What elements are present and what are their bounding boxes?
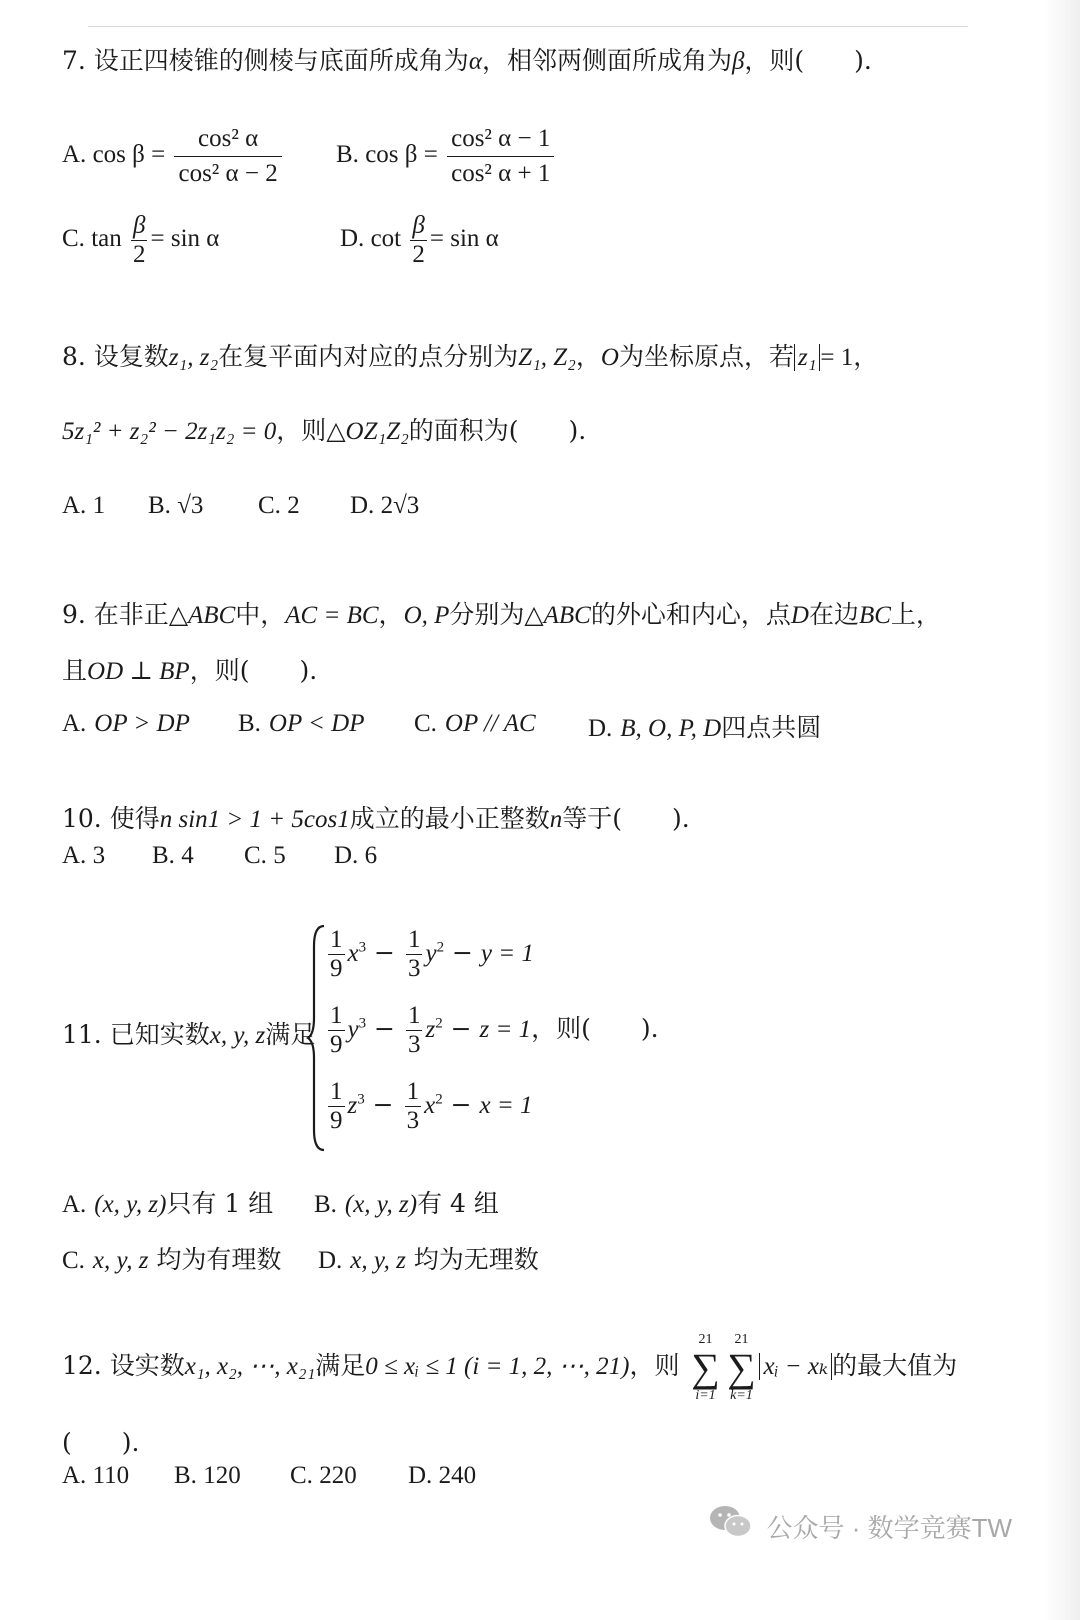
q10-option-b: B. 4 (152, 842, 194, 869)
q11-option-c: C. x, y, z 均为有理数 (62, 1245, 282, 1274)
sum-symbol-i: 21 ∑ i=1 (691, 1331, 720, 1403)
top-rule (88, 26, 968, 27)
q11-equation-3: $\frac{1}{9}$ $z^3$ − $\frac{1}{3}$ $x^2 - x = 1$ (330, 1078, 533, 1134)
q12-option-a: A. 110 (62, 1462, 130, 1489)
q12-option-d: D. 240 (408, 1462, 477, 1489)
q7-option-a: A. cos β = $\frac{\text{cos² α}}{\text{cos² α − 2}}$ (62, 122, 285, 191)
q9-option-a: A. OP > DP (62, 710, 190, 737)
q9-option-c: C. OP // AC (414, 710, 536, 737)
q9-option-d: D. B, O, P, D四点共圆 (588, 713, 822, 742)
q11-option-b: B. (x, y, z)有 4 组 (314, 1189, 499, 1218)
q9-option-b: B. OP < DP (238, 710, 365, 737)
q11-option-d: D. x, y, z 均为无理数 (318, 1245, 539, 1274)
q12-stem-line2: ( ). (62, 1428, 140, 1457)
q11-stem: 11. 已知实数x, y, z满足 (62, 1020, 316, 1049)
q7-option-b: B. cos β = $\frac{\text{cos² α − 1}}{\text{cos² α + 1}}$ (336, 122, 557, 191)
q10-stem: 10. 使得n sin1 > 1 + 5cos1成立的最小正整数n等于( ). (62, 804, 690, 833)
q12-option-b: B. 120 (174, 1462, 241, 1489)
q8-option-d: D. 2√3 (350, 492, 420, 519)
q9-stem-line2: 且OD ⊥ BP，则( ). (62, 656, 318, 685)
q8-option-b: B. √3 (148, 492, 204, 519)
q10-option-d: D. 6 (334, 842, 378, 869)
q8-stem-line2: 5z₁² + z₂² − 2z₁z₂ = 0，则△OZ₁Z₂的面积为( ). (62, 416, 587, 445)
q9-stem-line1: 9. 在非正△ABC中，AC = BC，O, P分别为△ABC的外心和内心，点D在边BC上， (62, 600, 941, 629)
q12-stem-line1: 12. 设实数x₁, x₂, ⋯, x₂₁满足0 ≤ xᵢ ≤ 1 (i = 1, 2, ⋯, 21)，则 21 ∑ i=1 21 ∑ k=1 xᵢ − xₖ 的最大值为 (62, 1331, 958, 1403)
wechat-icon (708, 1504, 754, 1540)
watermark: 公众号 · 数学竞赛TW (766, 1508, 1012, 1545)
q7-option-d: D. cot $\frac{\beta}{2}$ = sin α (340, 212, 499, 268)
q8-option-a: A. 1 (62, 492, 106, 519)
q11-equation-1: $\frac{1}{9}$ $x^3$ − $\frac{1}{3}$ $y^2 - y = 1$ (330, 926, 534, 982)
q11-option-a: A. (x, y, z)只有 1 组 (62, 1189, 274, 1218)
q12-option-c: C. 220 (290, 1462, 357, 1489)
q8-stem-line1: 8. 设复数z₁, z₂在复平面内对应的点分别为Z₁, Z₂，O为坐标原点，若 z₁ = 1， (62, 342, 879, 371)
q10-option-c: C. 5 (244, 842, 286, 869)
page-edge-shadow (1044, 0, 1080, 1620)
q7-option-c: C. tan $\frac{\beta}{2}$ = sin α (62, 212, 220, 268)
q7-stem: 7. 设正四棱锥的侧棱与底面所成角为α，相邻两侧面所成角为β，则( ). (62, 46, 872, 75)
q8-option-c: C. 2 (258, 492, 300, 519)
q10-option-a: A. 3 (62, 842, 106, 869)
sum-symbol-k: 21 ∑ k=1 (727, 1331, 756, 1403)
q11-equation-2: $\frac{1}{9}$ $y^3$ − $\frac{1}{3}$ $z^2 - z = 1$，则( ). (330, 1002, 659, 1058)
